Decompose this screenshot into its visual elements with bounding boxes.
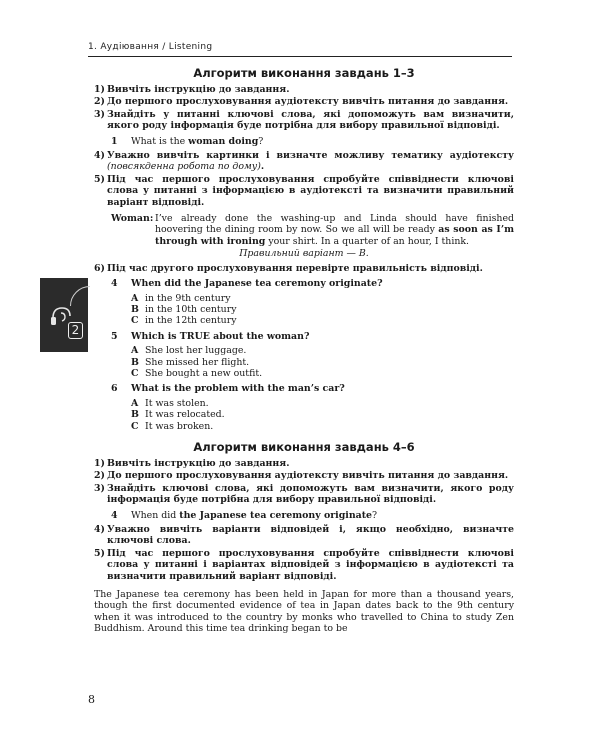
step-text: Під час першого прослуховування спробуйте співвіднести ключові слова у питанні і варіантах відповідей з інформацією в аудіотексті та визначити правильний варіант відповіді. (107, 547, 514, 582)
option-text: She lost her luggage. (145, 345, 247, 357)
step-text (107, 150, 514, 173)
option-text: in the 12th century (145, 315, 237, 327)
question-number: 4 (111, 278, 118, 290)
question-text: When did the Japanese tea ceremony originate? (131, 278, 383, 290)
running-header-text: 1. Аудіювання / Listening (88, 42, 213, 52)
step-text-part: Уважно вивчіть картинки і визначте можливу тематику аудіотексту (107, 150, 514, 162)
question-number: 4 (111, 509, 118, 521)
step-text: До першого прослуховування аудіотексту вивчіть питання до завдання. (107, 470, 509, 482)
question-text: What is the problem with the man’s car? (131, 383, 345, 395)
step-item (94, 470, 514, 481)
step-number: 4) (94, 524, 105, 535)
step-text-italic: (повсякденна робота по дому) (107, 161, 261, 173)
step-text: Вивчіть інструкцію до завдання. (107, 457, 290, 469)
dialog-text-part: your shirt. In a quarter of an hour, I think. (265, 235, 470, 247)
step-number: 5) (94, 173, 105, 185)
question-item (111, 383, 514, 394)
step-number: 6) (94, 262, 105, 274)
answer-option (131, 409, 514, 420)
step-item (94, 263, 514, 274)
example-question (111, 136, 514, 147)
page-content (94, 66, 514, 635)
dialog-text (155, 213, 514, 247)
question-keyword: woman doing (188, 135, 259, 147)
step-item (94, 524, 514, 547)
option-letter: C (131, 315, 139, 327)
option-letter: A (131, 397, 139, 409)
step-item (94, 483, 514, 506)
step-text: Під час другого прослуховування перевірте правильність відповіді. (107, 262, 483, 274)
option-letter: A (131, 292, 139, 304)
step-text: До першого прослуховування аудіотексту вивчіть питання до завдання. (107, 96, 509, 108)
example-question (111, 510, 514, 521)
question-item (111, 331, 514, 342)
option-letter: B (131, 356, 139, 368)
option-text: It was relocated. (145, 409, 225, 421)
option-letter: B (131, 303, 139, 315)
question-number: 6 (111, 383, 118, 395)
step-item (94, 109, 514, 132)
option-letter: C (131, 367, 139, 379)
dialog-excerpt (111, 213, 514, 247)
step-number: 3) (94, 108, 105, 120)
task-number-badge (68, 322, 83, 339)
running-header (88, 40, 512, 57)
option-text: She bought a new outfit. (145, 367, 263, 379)
audio-transcript-paragraph: The Japanese tea ceremony has been held in Japan for more than a thousand years, though the first documented evidence of tea in Japan dates back to the 9th century when it was introduced to the country by monks who travelled to China to study Zen Buddhism. Around this time tea drinking began to be (94, 589, 514, 635)
step-number: 1) (94, 457, 105, 469)
step-item (94, 84, 514, 95)
option-letter: B (131, 409, 139, 421)
answer-option (131, 357, 514, 368)
option-text: She missed her flight. (145, 356, 250, 368)
dialog-speaker: Woman: (111, 213, 154, 225)
step-number: 4) (94, 150, 105, 162)
step-item (94, 96, 514, 107)
step-text: Знайдіть у питанні ключові слова, які допоможуть вам визначити, якого роду інформація буде потрібна для вибору правильної відповіді. (107, 108, 514, 132)
question-block (94, 331, 514, 380)
answer-option (131, 293, 514, 304)
question-text-part: What is the (131, 135, 189, 147)
question-block (94, 278, 514, 327)
task-number: 2 (71, 323, 80, 337)
question-text (131, 510, 377, 521)
option-text: It was broken. (145, 420, 214, 432)
step-text: Вивчіть інструкцію до завдання. (107, 84, 290, 95)
answer-option (131, 304, 514, 315)
question-number: 1 (111, 135, 118, 147)
answer-option (131, 398, 514, 409)
correct-answer: Правильний варіант — B. (239, 248, 369, 260)
step-text: Під час першого прослуховування спробуйте співвіднести ключові слова у питанні з інформацією в аудіотексті та визначити правильний варіант відповіді. (107, 173, 514, 208)
step-item (94, 174, 514, 208)
option-letter: C (131, 420, 139, 432)
step-text: Знайдіть ключові слова, які допоможуть вам визначити, якого роду інформація буде потрібна для вибору правильної відповіді. (107, 482, 514, 506)
question-text-part: ? (372, 509, 378, 521)
step-item (94, 548, 514, 582)
dialog-text-part: I’ve already done the washing-up and Linda should have finished hoovering the dining room by now. So we all will be ready (155, 213, 514, 236)
step-item (94, 458, 514, 469)
option-text: It was stolen. (145, 397, 209, 409)
page-number: 8 (88, 693, 95, 706)
question-text-part: When did (131, 509, 180, 521)
option-text: in the 9th century (145, 292, 231, 304)
option-text: in the 10th century (145, 303, 237, 315)
question-block (94, 383, 514, 432)
section1-heading: Алгоритм виконання завдань 1–3 (193, 66, 415, 80)
answer-option (131, 368, 514, 379)
question-text (131, 136, 263, 147)
section-side-tab (40, 278, 88, 352)
step-number: 3) (94, 482, 105, 494)
step-number: 5) (94, 547, 105, 559)
question-item (111, 278, 514, 289)
answer-option (131, 421, 514, 432)
step-text: Уважно вивчіть варіанти відповідей і, якщо необхідно, визначте ключові слова. (107, 524, 514, 547)
section2-heading: Алгоритм виконання завдань 4–6 (193, 439, 415, 454)
step-number: 2) (94, 96, 105, 108)
step-number: 2) (94, 470, 105, 482)
step-item (94, 150, 514, 173)
question-number: 5 (111, 330, 118, 342)
question-text: Which is TRUE about the woman? (131, 330, 310, 342)
question-keyword: the Japanese tea ceremony originate (179, 509, 373, 521)
answer-option (131, 315, 514, 326)
question-text-part: ? (258, 135, 264, 147)
step-number: 1) (94, 84, 105, 95)
answer-option (131, 345, 514, 356)
step-text-part: . (260, 161, 265, 173)
dialog-keyword: as soon as I’m through with ironing (155, 224, 515, 247)
option-letter: A (131, 345, 139, 357)
